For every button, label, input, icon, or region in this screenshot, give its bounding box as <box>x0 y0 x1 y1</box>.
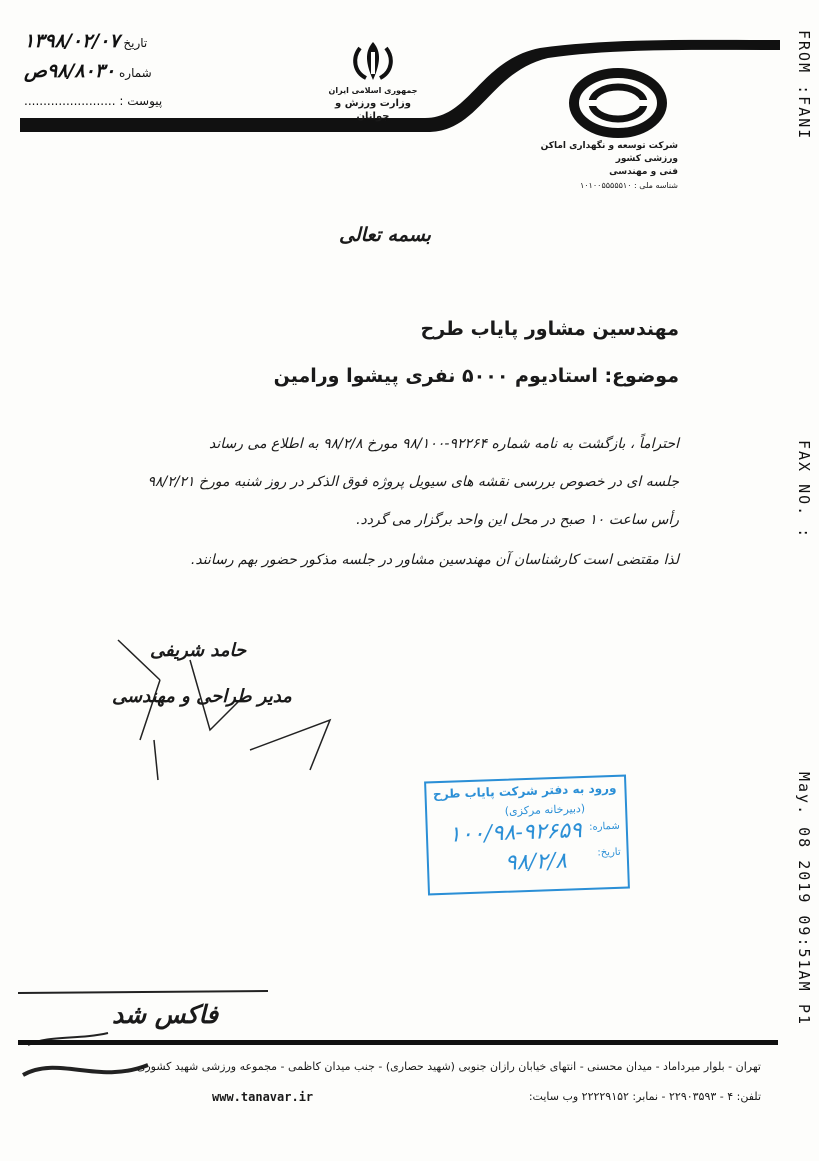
stamp-number-label: شماره: <box>588 820 620 833</box>
body-line-2: جلسه ای در خصوص بررسی نقشه های سیویل پروژه فوق الذکر در روز شنبه مورخ ۹۸/۲/۲۱ <box>147 474 679 490</box>
organization-department: فنی و مهندسی <box>609 167 678 177</box>
body-line-3: رأس ساعت ۱۰ صبح در محل این واحد برگزار می گردد. <box>356 512 679 528</box>
letter-attachment <box>24 94 162 108</box>
emblem-line-2: وزارت ورزش و جوانان <box>335 98 411 122</box>
footer-address: تهران - بلوار میرداماد - میدان محسنی - انتهای خیابان رازان جنوبی (شهید حصاری) - جنب میدان کاظمی - مجموعه ورزشی شهید کشوری <box>136 1060 761 1073</box>
fax-sent-mark: فاکس شد <box>112 1000 219 1029</box>
signer-name: حامد شریفی <box>150 640 247 661</box>
organization-name: شرکت توسعه و نگهداری اماکن ورزشی کشور <box>540 141 678 164</box>
body-line-1: احتراماً ، بازگشت به نامه شماره ۹۲۲۶۴-۹۸/۱۰۰ مورخ ۹۸/۲/۸ به اطلاع می رساند <box>208 436 679 452</box>
stamp-company: ورود به دفتر شرکت پایاب طرح <box>432 780 617 802</box>
fax-number: FAX NO. : <box>795 440 813 540</box>
fax-datetime: May. 08 2019 09:51AM <box>795 772 813 993</box>
bismillah-heading: بسمه تعالی <box>339 224 431 246</box>
letter-date <box>24 30 147 52</box>
emblem-caption <box>318 84 428 123</box>
number-value: ۹۸/۸۰۳۰ص <box>24 60 116 82</box>
attachment-label: پیوست : <box>119 94 163 108</box>
number-label: شماره <box>118 66 152 80</box>
footer-website[interactable]: www.tanavar.ir <box>212 1090 314 1104</box>
emblem-line-1: جمهوری اسلامی ایران <box>328 86 418 95</box>
fax-from: FROM :FANI <box>795 30 813 141</box>
fax-page-number: P1 <box>795 1004 813 1027</box>
organization-logo <box>568 68 668 138</box>
footer-divider <box>18 1040 778 1045</box>
received-stamp <box>424 775 630 896</box>
organization-national-id: شناسه ملی : ۱۰۱۰۰۵۵۵۵۵۱۰ <box>579 181 678 190</box>
iran-emblem-icon <box>348 38 398 84</box>
date-label: تاریخ <box>123 36 148 50</box>
footer-contact: تلفن: ۴ - ۲۲۹۰۳۵۹۳ - نمابر: ۲۲۲۲۹۱۵۲ وب سایت: <box>528 1090 761 1103</box>
subject: موضوع: استادیوم ۵۰۰۰ نفری پیشوا ورامین <box>273 365 679 387</box>
letter-number <box>24 60 152 82</box>
recipient: مهندسین مشاور پایاب طرح <box>420 318 679 340</box>
stamp-office: (دبیرخانه مرکزی) <box>504 801 586 818</box>
stamp-number-value: ۱۰۰/۹۸-۹۲۶۵۹ <box>448 818 583 848</box>
stamp-date-label: تاریخ: <box>597 846 621 859</box>
signer-title: مدیر طراحی و مهندسی <box>112 686 292 707</box>
date-value: ۱۳۹۸/۰۲/۰۷ <box>24 30 120 52</box>
attachment-value: ........................ <box>24 94 116 108</box>
stamp-date-value: ۹۸/۲/۸ <box>504 848 568 876</box>
body-line-4: لذا مقتضی است کارشناسان آن مهندسین مشاور در جلسه مذکور حضور بهم رسانند. <box>190 552 679 568</box>
organization-caption <box>508 140 678 192</box>
